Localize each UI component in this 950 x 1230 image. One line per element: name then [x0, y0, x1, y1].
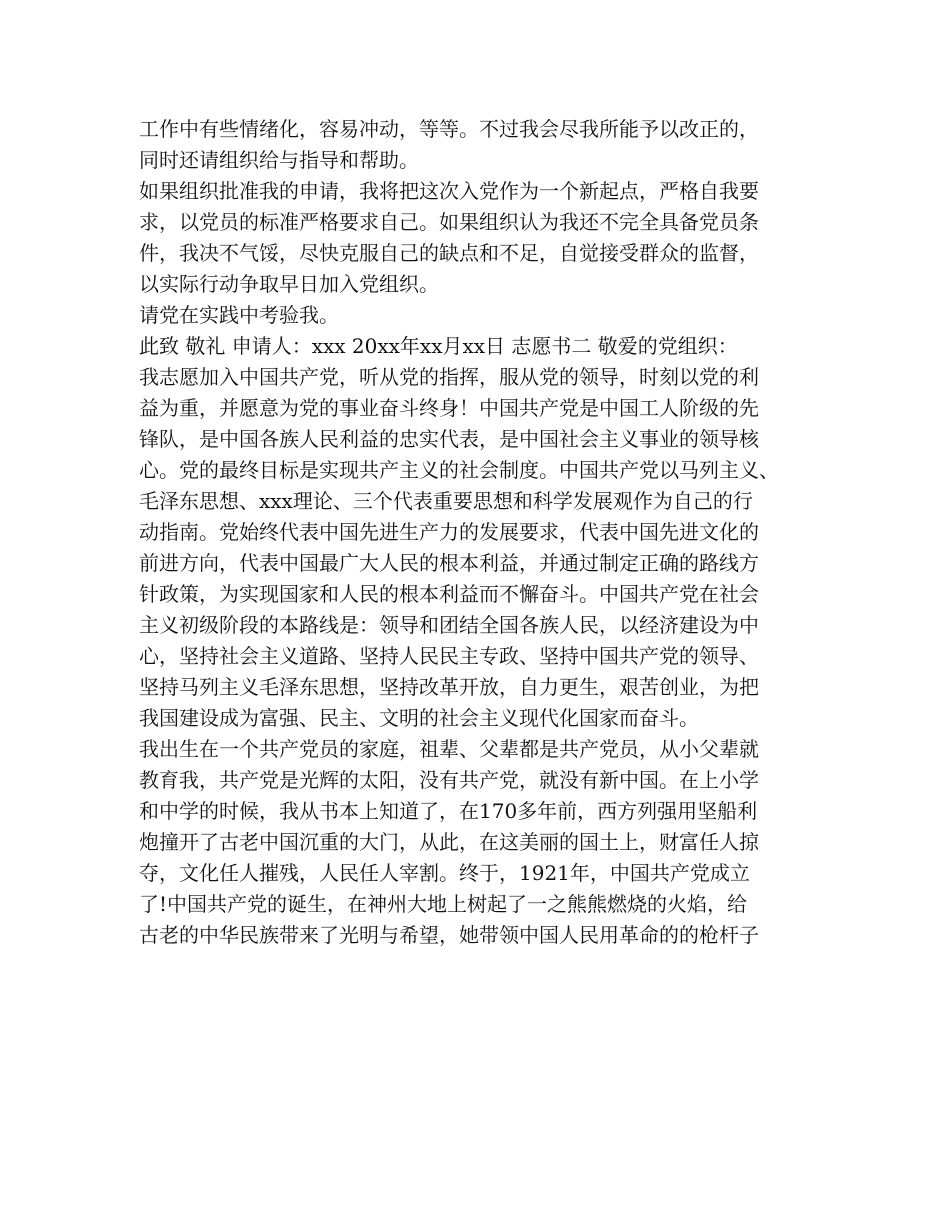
paragraph-2 — [139, 176, 819, 300]
text-line: 我志愿加入中国共产党，听从党的指挥，服从党的领导，时刻以党的利 — [139, 365, 759, 389]
text-line: 炮撞开了古老中国沉重的大门，从此，在这美丽的国土上，财富任人掠 — [139, 830, 759, 854]
text-line: 夺，文化任人摧残，人民任人宰割。终于，1921年，中国共产党成立 — [139, 861, 750, 885]
text-line: 工作中有些情绪化，容易冲动，等等。不过我会尽我所能予以改正的， — [139, 117, 759, 141]
paragraph-5 — [139, 734, 819, 951]
text-line: 毛泽东思想、xxx理论、三个代表重要思想和科学发展观作为自己的行 — [139, 489, 753, 513]
text-line: 此致 敬礼 申请人：xxx 20xx年xx月xx日 志愿书二 敬爱的党组织： — [139, 334, 738, 358]
text-line: 前进方向，代表中国最广大人民的根本利益，并通过制定正确的路线方 — [139, 551, 759, 575]
document-body — [139, 114, 819, 951]
text-line: 求，以党员的标准严格要求自己。如果组织认为我还不完全具备党员条 — [139, 210, 759, 234]
paragraph-1 — [139, 114, 819, 176]
text-line: 同时还请组织给与指导和帮助。 — [139, 148, 419, 172]
text-line: 教育我，共产党是光辉的太阳，没有共产党，就没有新中国。在上小学 — [139, 768, 759, 792]
text-line: 心，坚持社会主义道路、坚持人民民主专政、坚持中国共产党的领导、 — [139, 644, 759, 668]
text-line: 和中学的时候，我从书本上知道了，在170多年前，西方列强用坚船利 — [139, 799, 758, 823]
text-line: 坚持马列主义毛泽东思想，坚持改革开放，自力更生，艰苦创业，为把 — [139, 675, 759, 699]
text-line: 针政策，为实现国家和人民的根本利益而不懈奋斗。中国共产党在社会 — [139, 582, 759, 606]
text-line: 主义初级阶段的本路线是：领导和团结全国各族人民，以经济建设为中 — [139, 613, 759, 637]
text-line: 请党在实践中考验我。 — [139, 303, 339, 327]
text-line: 我出生在一个共产党员的家庭，祖辈、父辈都是共产党员，从小父辈就 — [139, 737, 759, 761]
text-line: 古老的中华民族带来了光明与希望，她带领中国人民用革命的的枪杆子 — [139, 923, 759, 947]
paragraph-3 — [139, 300, 819, 331]
text-line: 了!中国共产党的诞生，在神州大地上树起了一之熊熊燃烧的火焰，给 — [139, 892, 748, 916]
text-line: 心。党的最终目标是实现共产主义的社会制度。中国共产党以马列主义、 — [139, 458, 779, 482]
text-line: 动指南。党始终代表中国先进生产力的发展要求，代表中国先进文化的 — [139, 520, 759, 544]
text-line: 锋队，是中国各族人民利益的忠实代表，是中国社会主义事业的领导核 — [139, 427, 759, 451]
text-line: 如果组织批准我的申请，我将把这次入党作为一个新起点，严格自我要 — [139, 179, 759, 203]
text-line: 我国建设成为富强、民主、文明的社会主义现代化国家而奋斗。 — [139, 706, 699, 730]
text-line: 益为重，并愿意为党的事业奋斗终身！中国共产党是中国工人阶级的先 — [139, 396, 759, 420]
text-line: 件，我决不气馁，尽快克服自己的缺点和不足，自觉接受群众的监督， — [139, 241, 759, 265]
paragraph-4 — [139, 331, 819, 734]
text-line: 以实际行动争取早日加入党组织。 — [139, 272, 439, 296]
